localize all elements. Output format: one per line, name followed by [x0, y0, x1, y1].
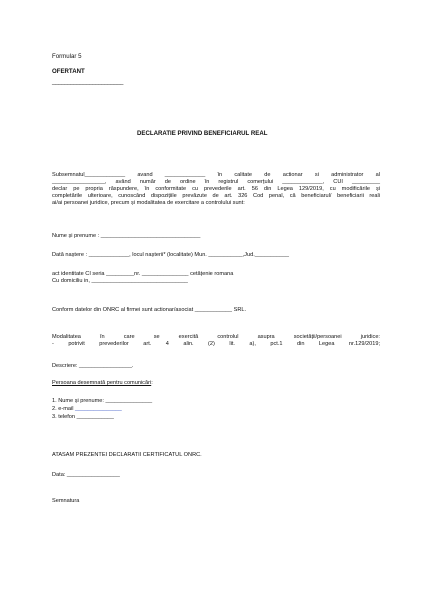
atasam-text: ATASAM PREZENTEI DECLARATII CERTIFICATUL ONRC.	[52, 452, 202, 458]
intro-line-5: ai/ai persoanei juridice, precum și modalitatea de exercitare a controlului sunt:	[52, 200, 245, 206]
modalitatea-line-1: Modalitatea în care se exercită controlul asupra societății/persoanei juridice:	[52, 334, 380, 340]
nume-field: Nume și prenume : ________________________________	[52, 233, 201, 239]
descriere-field: Descriere: _________________.	[52, 363, 134, 369]
persoana-heading-text: Persoana desemnată pentru comunicări	[52, 380, 152, 386]
act-identitate-field: act identitate CI seria _________nr. _______________ cetățenie romana	[52, 271, 234, 277]
persoana-item-telefon: 3. telefon ____________	[52, 414, 114, 420]
document-title: DECLARATIE PRIVIND BENEFICIARUL REAL	[137, 130, 268, 137]
intro-line-1: Subsemnatul_____________ avand _____________ în calitate de actionar si administrator al	[52, 172, 380, 178]
email-link[interactable]: _______________	[75, 406, 122, 412]
data-nasterii-field: Dată naștere : _____________, locul nașterii* (localitate) Mun. ___________,Jud.___________	[52, 252, 289, 258]
intro-line-4: completările ulterioare, cunoscând dispozițiile prevăzute de art. 326 Cod penal, că beneficiarul/ beneficiarii reali	[52, 193, 380, 199]
semnatura-label: Semnatura	[52, 498, 80, 504]
ofertant-label: OFERTANT	[52, 68, 85, 75]
domiciliu-field: Cu domiciliu in, _______________________________	[52, 278, 188, 284]
modalitatea-line-2: - potrivit prevederilor art. 4 alin. (2) lit. a), pct.1 din Legea nr.129/2019;	[52, 341, 380, 347]
data-field: Data: _________________	[52, 472, 120, 478]
email-label: 2. e-mail	[52, 406, 76, 412]
persoana-item-nume: 1. Nume și prenume: _______________	[52, 398, 153, 404]
persoana-heading	[52, 380, 153, 387]
intro-line-3: declar pe propria răspundere, în conformitate cu prevederile art. 56 din Legea 129/2019, cu modificările și	[52, 186, 380, 192]
persoana-heading-colon: :	[151, 380, 153, 386]
persoana-item-email	[52, 406, 122, 413]
ofertant-line: _______________________	[52, 78, 124, 85]
form-label: Formular 5	[52, 53, 82, 60]
conform-text: Conform datelor din ONRC al firmei sunt actionar/asociat ____________ SRL.	[52, 307, 247, 313]
intro-line-2: _________________, având număr de ordine în registrul comerțului _____________, CUI _________	[52, 179, 380, 185]
